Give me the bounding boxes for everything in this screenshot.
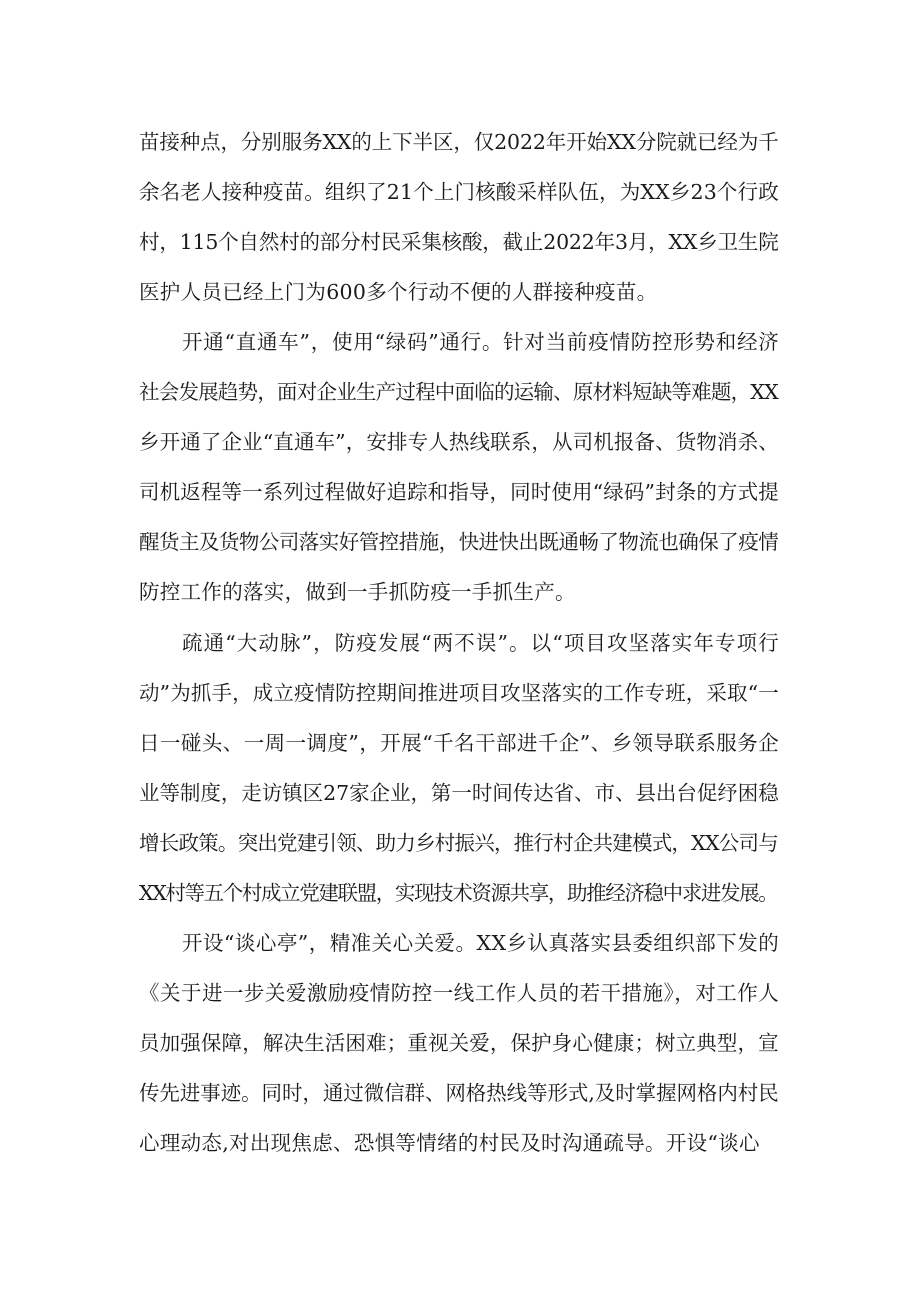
text-line: 余名老人接种疫苗。组织了21个上门核酸采样队伍，为XX乡23个行政 (139, 180, 779, 204)
text-line: 日一碰头、一周一调度”，开展“千名干部进千企”、乡领导联系服务企 (139, 731, 780, 755)
text-line: 醒货主及货物公司落实好管控措施，快进快出既通畅了物流也确保了疫情 (139, 530, 779, 554)
text-line: 苗接种点，分别服务XX的上下半区，仅2022年开始XX分院就已经为千 (139, 130, 779, 154)
paragraph-first-line: 疏通“大动脉”，防疫发展“两不误”。以“项目攻坚落实年专项行 (182, 631, 780, 655)
text-line: 司机返程等一系列过程做好追踪和指导，同时使用“绿码”封条的方式提 (139, 480, 779, 504)
paragraph-first-line: 开通“直通车”，使用“绿码”通行。针对当前疫情防控形势和经济 (182, 330, 780, 354)
text-line: 村，115个自然村的部分村民采集核酸，截止2022年3月，XX乡卫生院 (139, 230, 779, 254)
text-line: 员加强保障，解决生活困难；重视关爱，保护身心健康；树立典型，宣 (139, 1031, 779, 1055)
text-line: 医护人员已经上门为600多个行动不便的人群接种疫苗。 (139, 280, 658, 304)
text-line: 防控工作的落实，做到一手抓防疫一手抓生产。 (139, 580, 576, 604)
text-line: 业等制度，走访镇区27家企业，第一时间传达省、市、县出台促纾困稳 (139, 781, 779, 805)
paragraph-first-line: 开设“谈心亭”，精准关心关爱。XX乡认真落实县委组织部下发的 (182, 931, 780, 955)
text-line: 心理动态,对出现焦虑、恐惧等情绪的村民及时沟通疏导。开设“谈心 (139, 1131, 760, 1155)
text-line: 动”为抓手，成立疫情防控期间推进项目攻坚落实的工作专班，采取“一 (139, 681, 779, 705)
text-line: 乡开通了企业“直通车”，安排专人热线联系，从司机报备、货物消杀、 (139, 430, 779, 454)
text-line: 传先进事迹。同时，通过微信群、网格热线等形式,及时掌握网格内村民 (139, 1081, 779, 1105)
text-line: 《关于进一步关爱激励疫情防控一线工作人员的若干措施》，对工作人 (139, 981, 780, 1005)
text-line: XX村等五个村成立党建联盟，实现技术资源共享，助推经济稳中求进发展。 (139, 881, 778, 905)
text-line: 社会发展趋势，面对企业生产过程中面临的运输、原材料短缺等难题，XX (139, 380, 778, 404)
text-line: 增长政策。突出党建引领、助力乡村振兴，推行村企共建模式，XX公司与 (139, 831, 778, 855)
